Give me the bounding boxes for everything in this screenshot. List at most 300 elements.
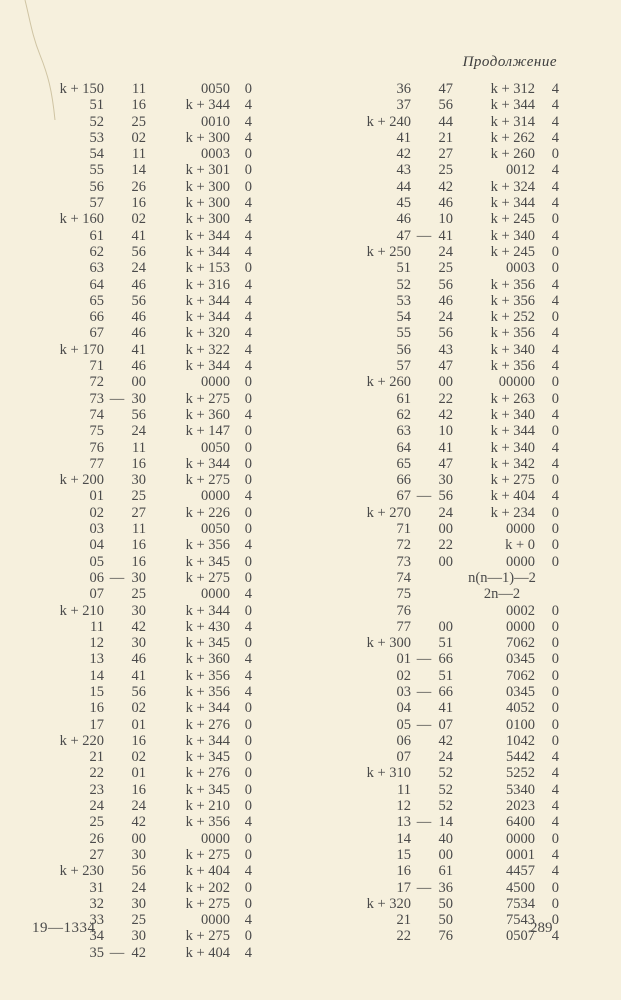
operand-cell: 7062 xyxy=(506,635,535,652)
flag-cell: 0 xyxy=(244,895,252,912)
sign-cell: — xyxy=(416,651,432,668)
address-cell: 62 xyxy=(396,406,411,423)
address-cell: 62 xyxy=(89,243,104,260)
opcode-cell: 25 xyxy=(438,162,453,179)
opcode-cell: 30 xyxy=(438,472,453,489)
flag-cell: 0 xyxy=(244,928,252,945)
operand-cell: 0000 xyxy=(201,912,230,929)
operand-cell: k + 276 xyxy=(185,716,230,733)
address-cell: 55 xyxy=(89,162,104,179)
operand-cell: 5252 xyxy=(506,765,535,782)
operand-cell: k + 344 xyxy=(185,602,230,619)
flag-cell: 4 xyxy=(244,195,252,212)
operand-cell: k + 356 xyxy=(490,276,535,293)
opcode-cell: 10 xyxy=(438,423,453,440)
address-cell: 74 xyxy=(396,569,411,586)
address-cell: 17 xyxy=(396,879,411,896)
address-cell: k + 220 xyxy=(59,732,104,749)
opcode-cell: 61 xyxy=(438,863,453,880)
address-cell: 16 xyxy=(89,700,104,717)
opcode-cell: 51 xyxy=(438,667,453,684)
address-cell: 46 xyxy=(396,211,411,228)
operand-cell: k + 210 xyxy=(185,798,230,815)
opcode-cell: 52 xyxy=(438,781,453,798)
flag-cell: 0 xyxy=(551,423,559,440)
opcode-cell: 01 xyxy=(131,716,146,733)
flag-cell: 0 xyxy=(244,439,252,456)
flag-cell: 4 xyxy=(551,928,559,945)
flag-cell: 4 xyxy=(244,243,252,260)
opcode-cell: 56 xyxy=(438,488,453,505)
opcode-cell: 21 xyxy=(438,129,453,146)
operand-cell: k + 404 xyxy=(490,488,535,505)
flag-cell: 0 xyxy=(551,390,559,407)
operand-cell: k + 345 xyxy=(185,781,230,798)
address-cell: 61 xyxy=(89,227,104,244)
operand-cell: k + 344 xyxy=(185,243,230,260)
operand-cell: k + 344 xyxy=(490,195,535,212)
flag-cell: 4 xyxy=(551,113,559,130)
address-cell: 67 xyxy=(89,325,104,342)
address-cell: k + 210 xyxy=(59,602,104,619)
flag-cell: 0 xyxy=(551,504,559,521)
operand-cell: 0050 xyxy=(201,439,230,456)
opcode-cell: 30 xyxy=(131,928,146,945)
flag-cell: 0 xyxy=(551,260,559,277)
address-cell: 12 xyxy=(396,798,411,815)
opcode-cell: 40 xyxy=(438,830,453,847)
address-cell: 33 xyxy=(89,912,104,929)
opcode-cell: 41 xyxy=(438,700,453,717)
opcode-cell: 16 xyxy=(131,195,146,212)
flag-cell: 4 xyxy=(244,211,252,228)
address-cell: k + 250 xyxy=(366,243,411,260)
opcode-cell: 47 xyxy=(438,81,453,97)
flag-cell: 0 xyxy=(244,830,252,847)
opcode-cell: 76 xyxy=(438,928,453,945)
sign-cell: — xyxy=(416,716,432,733)
flag-cell: 4 xyxy=(244,406,252,423)
sign-cell: — xyxy=(416,683,432,700)
address-cell: k + 200 xyxy=(59,472,104,489)
flag-cell: 4 xyxy=(244,667,252,684)
operand-cell: k + 404 xyxy=(185,944,230,961)
flag-cell: 4 xyxy=(244,912,252,929)
flag-cell: 4 xyxy=(551,455,559,472)
opcode-cell: 30 xyxy=(131,569,146,586)
operand-cell: k + 360 xyxy=(185,406,230,423)
opcode-cell: 11 xyxy=(132,146,146,163)
operand-cell: k + 356 xyxy=(490,292,535,309)
address-cell: 04 xyxy=(89,537,104,554)
opcode-cell: 24 xyxy=(438,309,453,326)
address-cell: 26 xyxy=(89,830,104,847)
opcode-cell: 25 xyxy=(131,488,146,505)
flag-cell: 0 xyxy=(244,455,252,472)
opcode-cell: 00 xyxy=(438,374,453,391)
flag-cell: 0 xyxy=(551,879,559,896)
opcode-cell: 24 xyxy=(438,504,453,521)
operand-cell: k + 226 xyxy=(185,504,230,521)
opcode-cell: 46 xyxy=(131,325,146,342)
opcode-cell: 56 xyxy=(131,863,146,880)
address-cell: 07 xyxy=(396,749,411,766)
operand-cell: 7534 xyxy=(506,895,535,912)
flag-cell: 4 xyxy=(244,683,252,700)
operand-cell: 4052 xyxy=(506,700,535,717)
operand-cell: 0050 xyxy=(201,521,230,538)
address-cell: 52 xyxy=(89,113,104,130)
flag-cell: 4 xyxy=(551,129,559,146)
address-cell: 51 xyxy=(396,260,411,277)
opcode-cell: 52 xyxy=(438,765,453,782)
flag-cell: 0 xyxy=(244,846,252,863)
flag-cell: 0 xyxy=(244,390,252,407)
address-cell: 01 xyxy=(396,651,411,668)
operand-cell: 0507 xyxy=(506,928,535,945)
address-cell: 36 xyxy=(396,81,411,97)
address-cell: 44 xyxy=(396,178,411,195)
opcode-cell: 43 xyxy=(438,341,453,358)
flag-cell: 4 xyxy=(551,81,559,97)
address-cell: k + 150 xyxy=(59,81,104,97)
flag-cell: 4 xyxy=(551,439,559,456)
opcode-cell: 46 xyxy=(131,358,146,375)
address-cell: 14 xyxy=(89,667,104,684)
flag-cell: 0 xyxy=(551,651,559,668)
address-cell: 31 xyxy=(89,879,104,896)
address-cell: 37 xyxy=(396,97,411,114)
flag-cell: 0 xyxy=(551,683,559,700)
opcode-cell: 36 xyxy=(438,879,453,896)
operand-cell: k + 340 xyxy=(490,227,535,244)
opcode-cell: 52 xyxy=(438,798,453,815)
address-cell: 06 xyxy=(396,732,411,749)
address-cell: 66 xyxy=(89,309,104,326)
operand-cell: k + 342 xyxy=(490,455,535,472)
address-cell: 53 xyxy=(396,292,411,309)
flag-cell: 4 xyxy=(244,97,252,114)
opcode-cell: 16 xyxy=(131,553,146,570)
flag-cell: 4 xyxy=(244,227,252,244)
operand-cell: 0001 xyxy=(506,846,535,863)
flag-cell: 0 xyxy=(551,700,559,717)
operand-cell: k + 324 xyxy=(490,178,535,195)
sign-cell: — xyxy=(109,944,125,961)
address-cell: 63 xyxy=(89,260,104,277)
operand-cell: k + 314 xyxy=(490,113,535,130)
operand-cell: 0003 xyxy=(201,146,230,163)
address-cell: 76 xyxy=(89,439,104,456)
address-cell: 54 xyxy=(396,309,411,326)
address-cell: 61 xyxy=(396,390,411,407)
flag-cell: 4 xyxy=(244,814,252,831)
flag-cell: 0 xyxy=(244,162,252,179)
opcode-cell: 30 xyxy=(131,390,146,407)
opcode-cell: 14 xyxy=(438,814,453,831)
opcode-cell: 47 xyxy=(438,455,453,472)
opcode-cell: 56 xyxy=(131,292,146,309)
flag-cell: 4 xyxy=(244,488,252,505)
flag-cell: 0 xyxy=(551,716,559,733)
operand-cell: 2023 xyxy=(506,798,535,815)
opcode-cell: 00 xyxy=(131,830,146,847)
operand-cell: k + 262 xyxy=(490,129,535,146)
address-cell: 15 xyxy=(89,683,104,700)
flag-cell: 0 xyxy=(551,912,559,929)
operand-cell: k + 147 xyxy=(185,423,230,440)
operand-cell: k + 275 xyxy=(185,846,230,863)
flag-cell: 4 xyxy=(551,863,559,880)
address-cell: 71 xyxy=(396,521,411,538)
opcode-cell: 00 xyxy=(438,846,453,863)
operand-cell: 0000 xyxy=(506,830,535,847)
opcode-cell: 25 xyxy=(131,586,146,603)
opcode-cell: 56 xyxy=(131,406,146,423)
opcode-cell: 22 xyxy=(438,390,453,407)
address-cell: 64 xyxy=(89,276,104,293)
continuation-header: Продолжение xyxy=(462,54,557,70)
flag-cell: 4 xyxy=(551,227,559,244)
opcode-cell: 46 xyxy=(131,651,146,668)
address-cell: k + 320 xyxy=(366,895,411,912)
opcode-cell: 50 xyxy=(438,895,453,912)
operand-cell: k + 356 xyxy=(185,667,230,684)
operand-cell: k + 345 xyxy=(185,553,230,570)
opcode-cell: 14 xyxy=(131,162,146,179)
address-cell: k + 170 xyxy=(59,341,104,358)
address-cell: 04 xyxy=(396,700,411,717)
address-cell: 72 xyxy=(396,537,411,554)
flag-cell: 0 xyxy=(551,667,559,684)
address-cell: k + 240 xyxy=(366,113,411,130)
operand-cell: 0050 xyxy=(201,81,230,97)
address-cell: k + 260 xyxy=(366,374,411,391)
opcode-cell: 25 xyxy=(438,260,453,277)
flag-cell: 0 xyxy=(244,260,252,277)
flag-cell: 4 xyxy=(244,618,252,635)
operand-cell: k + 0 xyxy=(505,537,535,554)
opcode-cell: 16 xyxy=(131,732,146,749)
address-cell: 21 xyxy=(89,749,104,766)
opcode-cell: 56 xyxy=(131,243,146,260)
operand-cell: k + 344 xyxy=(185,309,230,326)
opcode-cell: 02 xyxy=(131,700,146,717)
address-cell: 75 xyxy=(89,423,104,440)
opcode-cell: 66 xyxy=(438,683,453,700)
operand-cell: k + 360 xyxy=(185,651,230,668)
address-cell: 05 xyxy=(396,716,411,733)
opcode-cell: 42 xyxy=(131,944,146,961)
address-cell: 63 xyxy=(396,423,411,440)
flag-cell: 4 xyxy=(551,341,559,358)
address-cell: 23 xyxy=(89,781,104,798)
opcode-cell: 16 xyxy=(131,455,146,472)
opcode-cell: 25 xyxy=(131,113,146,130)
opcode-cell: 42 xyxy=(131,618,146,635)
operand-cell: 0000 xyxy=(201,374,230,391)
opcode-cell: 42 xyxy=(438,732,453,749)
flag-cell: 0 xyxy=(244,423,252,440)
formula-cell: n(n—1)—2 xyxy=(468,569,536,586)
flag-cell: 4 xyxy=(244,113,252,130)
flag-cell: 0 xyxy=(551,472,559,489)
operand-cell: 0002 xyxy=(506,602,535,619)
flag-cell: 0 xyxy=(244,749,252,766)
operand-cell: k + 275 xyxy=(185,569,230,586)
address-cell: 02 xyxy=(396,667,411,684)
flag-cell: 4 xyxy=(244,292,252,309)
flag-cell: 4 xyxy=(551,178,559,195)
opcode-cell: 26 xyxy=(131,178,146,195)
operand-cell: k + 153 xyxy=(185,260,230,277)
flag-cell: 0 xyxy=(244,178,252,195)
address-cell: 64 xyxy=(396,439,411,456)
flag-cell: 0 xyxy=(244,504,252,521)
flag-cell: 0 xyxy=(244,602,252,619)
address-cell: 65 xyxy=(396,455,411,472)
flag-cell: 0 xyxy=(551,211,559,228)
address-cell: 47 xyxy=(396,227,411,244)
operand-cell: k + 404 xyxy=(185,863,230,880)
address-cell: k + 270 xyxy=(366,504,411,521)
flag-cell: 0 xyxy=(244,521,252,538)
address-cell: 34 xyxy=(89,928,104,945)
address-cell: 51 xyxy=(89,97,104,114)
address-cell: 17 xyxy=(89,716,104,733)
address-cell: 22 xyxy=(89,765,104,782)
flag-cell: 0 xyxy=(551,602,559,619)
opcode-cell: 00 xyxy=(131,374,146,391)
opcode-cell: 02 xyxy=(131,749,146,766)
flag-cell: 0 xyxy=(244,765,252,782)
flag-cell: 0 xyxy=(551,830,559,847)
opcode-cell: 30 xyxy=(131,602,146,619)
operand-cell: k + 300 xyxy=(185,195,230,212)
operand-cell: k + 245 xyxy=(490,211,535,228)
sign-cell: — xyxy=(416,814,432,831)
address-cell: 11 xyxy=(397,781,411,798)
operand-cell: k + 301 xyxy=(185,162,230,179)
operand-cell: k + 344 xyxy=(185,292,230,309)
flag-cell: 0 xyxy=(244,700,252,717)
operand-cell: k + 430 xyxy=(185,618,230,635)
operand-cell: k + 344 xyxy=(490,423,535,440)
flag-cell: 0 xyxy=(551,732,559,749)
sign-cell: — xyxy=(109,569,125,586)
operand-cell: k + 340 xyxy=(490,406,535,423)
operand-cell: k + 356 xyxy=(185,683,230,700)
opcode-cell: 07 xyxy=(438,716,453,733)
operand-cell: 0012 xyxy=(506,162,535,179)
operand-cell: k + 300 xyxy=(185,211,230,228)
opcode-cell: 30 xyxy=(131,895,146,912)
opcode-cell: 24 xyxy=(438,749,453,766)
address-cell: 77 xyxy=(396,618,411,635)
address-cell: 43 xyxy=(396,162,411,179)
address-cell: 57 xyxy=(89,195,104,212)
printer-signature: 19—1334 xyxy=(32,920,96,936)
address-cell: 75 xyxy=(396,586,411,603)
operand-cell: 7543 xyxy=(506,912,535,929)
address-cell: k + 230 xyxy=(59,863,104,880)
flag-cell: 0 xyxy=(551,895,559,912)
address-cell: 74 xyxy=(89,406,104,423)
sign-cell: — xyxy=(416,227,432,244)
opcode-cell: 42 xyxy=(438,178,453,195)
address-cell: 56 xyxy=(396,341,411,358)
flag-cell: 4 xyxy=(244,651,252,668)
operand-cell: k + 300 xyxy=(185,178,230,195)
operand-cell: k + 322 xyxy=(185,341,230,358)
flag-cell: 4 xyxy=(551,97,559,114)
opcode-cell: 56 xyxy=(438,276,453,293)
opcode-cell: 30 xyxy=(131,635,146,652)
opcode-cell: 42 xyxy=(131,814,146,831)
address-cell: 41 xyxy=(396,129,411,146)
address-cell: 53 xyxy=(89,129,104,146)
flag-cell: 4 xyxy=(551,162,559,179)
flag-cell: 0 xyxy=(244,732,252,749)
opcode-cell: 16 xyxy=(131,781,146,798)
address-cell: 77 xyxy=(89,455,104,472)
opcode-cell: 41 xyxy=(131,227,146,244)
operand-cell: k + 316 xyxy=(185,276,230,293)
operand-cell: k + 340 xyxy=(490,439,535,456)
operand-cell: k + 344 xyxy=(185,455,230,472)
address-cell: 57 xyxy=(396,358,411,375)
operand-cell: k + 356 xyxy=(490,325,535,342)
address-cell: 03 xyxy=(396,683,411,700)
flag-cell: 0 xyxy=(551,146,559,163)
address-cell: 11 xyxy=(90,618,104,635)
operand-cell: k + 275 xyxy=(490,472,535,489)
address-cell: 66 xyxy=(396,472,411,489)
flag-cell: 4 xyxy=(244,358,252,375)
address-cell: 54 xyxy=(89,146,104,163)
operand-cell: k + 275 xyxy=(185,472,230,489)
operand-cell: k + 356 xyxy=(185,537,230,554)
flag-cell: 0 xyxy=(244,374,252,391)
opcode-cell: 10 xyxy=(438,211,453,228)
address-cell: 65 xyxy=(89,292,104,309)
operand-cell: 0000 xyxy=(506,553,535,570)
flag-cell: 4 xyxy=(551,406,559,423)
flag-cell: 4 xyxy=(551,292,559,309)
operand-cell: 0000 xyxy=(506,521,535,538)
address-cell: 45 xyxy=(396,195,411,212)
address-cell: 15 xyxy=(396,846,411,863)
opcode-cell: 51 xyxy=(438,635,453,652)
opcode-cell: 50 xyxy=(438,912,453,929)
opcode-cell: 46 xyxy=(131,309,146,326)
opcode-cell: 16 xyxy=(131,537,146,554)
flag-cell: 0 xyxy=(244,553,252,570)
opcode-cell: 47 xyxy=(438,358,453,375)
operand-cell: k + 340 xyxy=(490,341,535,358)
opcode-cell: 00 xyxy=(438,521,453,538)
operand-cell: 0000 xyxy=(506,618,535,635)
address-cell: 07 xyxy=(89,586,104,603)
address-cell: 12 xyxy=(89,635,104,652)
operand-cell: 00000 xyxy=(498,374,535,391)
opcode-cell: 11 xyxy=(132,439,146,456)
page-number: 289 xyxy=(530,920,553,936)
operand-cell: k + 344 xyxy=(490,97,535,114)
address-cell: 35 xyxy=(89,944,104,961)
operand-cell: k + 252 xyxy=(490,309,535,326)
address-cell: 67 xyxy=(396,488,411,505)
